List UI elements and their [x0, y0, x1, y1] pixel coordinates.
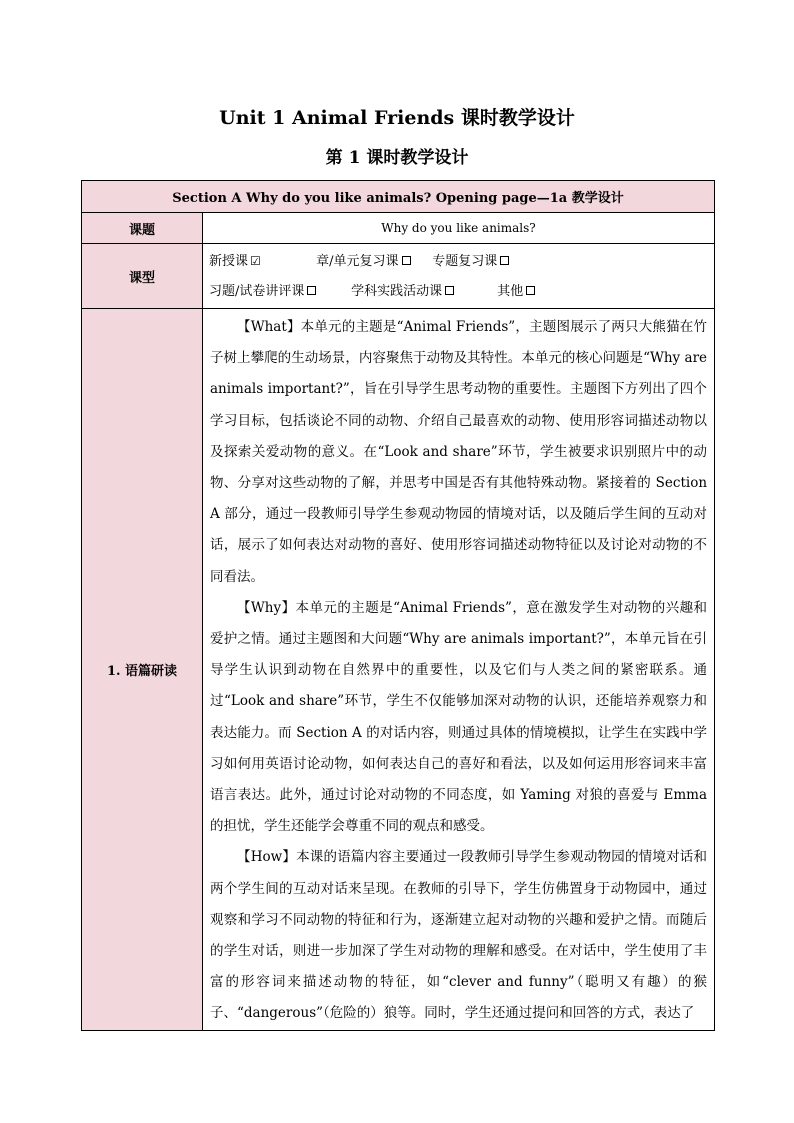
- lesson-design-table: [81, 180, 715, 1031]
- lesson-type-label: 课型: [82, 244, 203, 309]
- type-option-unit-review[interactable]: 章/单元复习课: [316, 247, 428, 277]
- lesson-type-options: [203, 244, 715, 309]
- checkbox-icon: [526, 286, 535, 295]
- checkbox-icon: [500, 256, 509, 265]
- lesson-type-row-1: [203, 246, 714, 277]
- topic-label: 课题: [82, 213, 203, 244]
- type-option-practice-activity[interactable]: 学科实践活动课: [351, 277, 493, 307]
- checkbox-icon: [402, 256, 411, 265]
- text-analysis-label: 1. 语篇研读: [82, 309, 203, 1031]
- text-analysis-content: [203, 309, 715, 1031]
- type-option-topic-review[interactable]: 专题复习课: [432, 247, 509, 277]
- lesson-subtitle: 第 1 课时教学设计: [325, 148, 469, 168]
- how-paragraph: 【How】本课的语篇内容主要通过一段教师引导学生参观动物园的情境对话和两个学生间的互动对话来呈现。在教师的引导下，学生仿佛置身于动物园中，通过观察和学习不同动物的特征和行为，逐渐建立起对动物的兴趣和爱护之情。而随后的学生对话，则进一步加深了学生对动物的理解和感受。在对话中，学生使用了丰富的形容词来描述动物的特征，如“clever and funny”（聪明又有趣）的猴子、“dangerous”（危险的）狼等。同时，学生还通过提问和回答的方式，表达了: [210, 849, 708, 1022]
- document-title: Unit 1 Animal Friends 课时教学设计: [219, 107, 575, 129]
- type-option-new-lesson[interactable]: 新授课 ☑: [209, 246, 312, 277]
- lesson-type-row-2: [203, 277, 714, 307]
- checkbox-icon: [445, 286, 454, 295]
- type-option-exercise-review[interactable]: 习题/试卷讲评课: [209, 277, 347, 307]
- checkbox-icon: [307, 286, 316, 295]
- section-header: Section A Why do you like animals? Opening page—1a 教学设计: [82, 181, 715, 213]
- topic-value: Why do you like animals?: [203, 213, 715, 244]
- type-option-other[interactable]: 其他: [497, 277, 535, 307]
- why-paragraph: 【Why】本单元的主题是“Animal Friends”，意在激发学生对动物的兴趣和爱护之情。通过主题图和大问题“Why are animals important?”，本单元旨在引导学生认识到动物在自然界中的重要性，以及它们与人类之间的紧密联系。通过“Look and share”环节，学生不仅能够加深对动物的认识，还能培养观察力和表达能力。而 Section A 的对话内容，则通过具体的情境模拟，让学生在实践中学习如何用英语讨论动物，如何表达自己的喜好和看法，以及如何运用形容词来丰富语言表达。此外，通过讨论对动物的不同态度，如 Yaming 对狼的喜爱与 Emma 的担忧，学生还能学会尊重不同的观点和感受。: [210, 599, 708, 835]
- what-paragraph: 【What】本单元的主题是“Animal Friends”，主题图展示了两只大熊猫在竹子树上攀爬的生动场景，内容聚焦于动物及其特性。本单元的核心问题是“Why are animals important?”，旨在引导学生思考动物的重要性。主题图下方列出了四个学习目标，包括谈论不同的动物、介绍自己最喜欢的动物、使用形容词描述动物以及探索关爱动物的意义。在“Look and share”环节，学生被要求识别照片中的动物、分享对这些动物的了解，并思考中国是否有其他特殊动物。紧接着的 Section A 部分，通过一段教师引导学生参观动物园的情境对话，以及随后学生间的互动对话，展示了如何表达对动物的喜好、使用形容词描述动物特征以及讨论对动物的不同看法。: [210, 319, 708, 585]
- checked-box-icon: ☑: [250, 253, 261, 268]
